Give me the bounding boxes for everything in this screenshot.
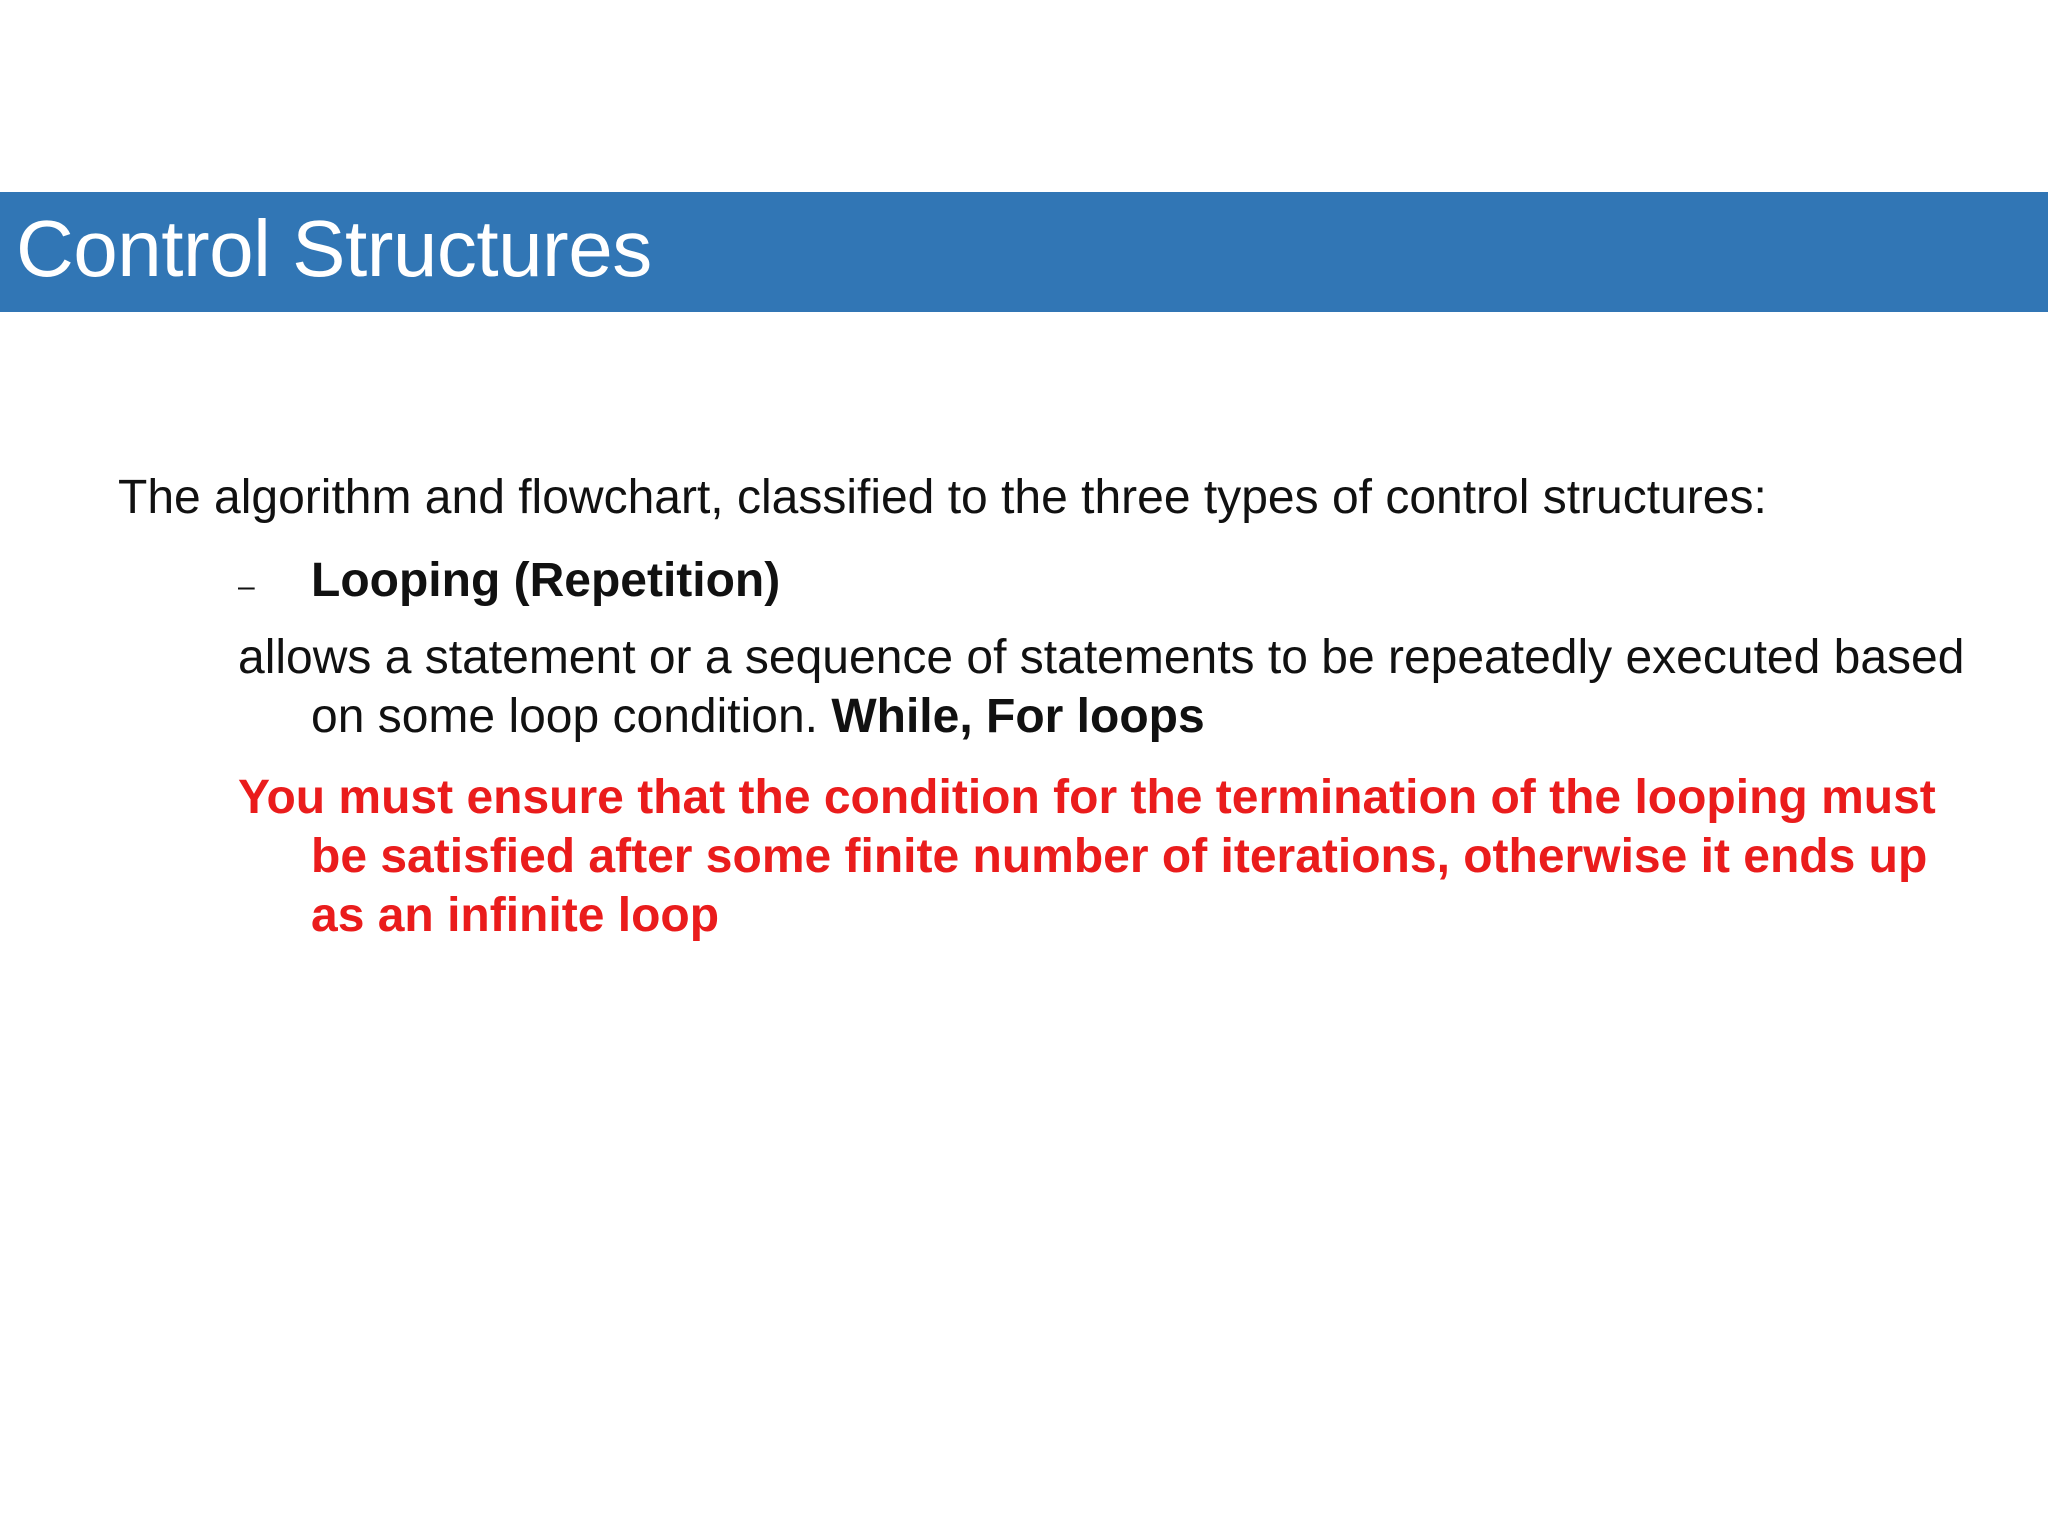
description-text: allows a statement or a sequence of statements to be repeatedly executed based on some loop condition. [238,631,1965,743]
slide-title: Control Structures [16,204,652,293]
title-bar [0,192,2048,312]
description-emphasis: While, For loops [831,690,1205,743]
warning-paragraph: You must ensure that the condition for the termination of the looping must be satisfied after some finite number of iterations, otherwise it ends up as an infinite loop [238,771,1936,942]
bullet-looping [238,550,1978,612]
bullet-label: Looping (Repetition) [311,554,781,607]
dash-bullet-icon: – [238,570,255,603]
slide-content [118,462,1978,945]
description-paragraph [238,628,1978,746]
intro-text: The algorithm and flowchart, classified to the three types of control structures: [118,471,1767,524]
